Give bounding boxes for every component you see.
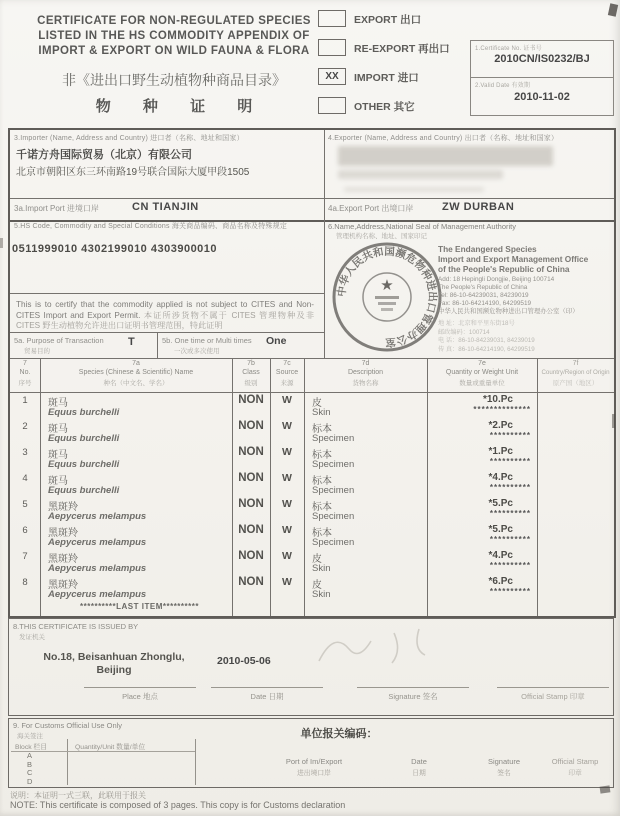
checkbox-export [318,10,346,27]
customs-section [8,718,614,788]
subtitle-chinese-2: 物 种 证 明 [95,98,267,115]
row-no: 1 [22,395,28,406]
row-desc-cn: 皮 [312,398,322,409]
row-species-sci: Aepycerus melampus [48,563,147,574]
authority-faint-address: 地 址：北京和平里东街18号 [438,320,515,327]
customs-port-label-cn: 进出境口岸 [297,770,331,777]
row-qty-stars: ********** [489,483,531,492]
issued-date: 2010-05-06 [217,655,271,667]
import-port-label: 3a.Import Port 进境口岸 [14,204,99,213]
redacted-exporter-line [344,187,484,192]
row-qty-stars: ********** [489,431,531,440]
row-no: 8 [22,577,28,588]
authority-label: 6.Name,Address,National Seal of Management Authority [328,222,517,231]
scan-artifact [612,414,615,428]
hs-code-label: 5.HS Code, Commodity and Special Conditions 海关商品编码、商品名称及特殊规定 [14,223,288,230]
row-species-cn: 黑斑羚 [48,502,78,513]
customs-date-label: Date [411,757,427,766]
col7a-num: 7a [132,360,140,367]
issued-by-section [8,618,614,716]
row-source: W [282,394,292,406]
row-qty-stars: ********** [489,561,531,570]
title-line-2: LISTED IN THE HS COMMODITY APPENDIX OF [38,30,310,42]
row-class: NON [238,472,264,484]
row-source: W [282,420,292,432]
row-qty: *4.Pc [488,472,513,483]
certificate-title [26,14,322,59]
col7-num: 7 [23,360,27,367]
scan-artifact [608,3,618,16]
row-desc-en: Specimen [312,485,355,496]
export-port-value: ZW DURBAN [442,201,515,213]
times-value: One [266,335,287,347]
col7a-en: Species (Chinese & Scientific) Name [78,369,194,376]
export-port-label: 4a.Export Port 出境口岸 [328,204,414,213]
issued-place [29,651,199,677]
redacted-exporter-address [338,170,503,179]
title-line-3: IMPORT & EXPORT ON WILD FAUNA & FLORA [38,45,310,57]
quantity-column-label: Quantity/Unit 数量/单位 [75,744,146,751]
customs-stamp-label: Official Stamp [551,757,599,766]
row-class: NON [238,550,264,562]
valid-date-label: 2.Valid Date 有效期 [475,83,531,89]
row-desc-cn: 标本 [312,476,332,487]
stamp-sign-label: Official Stamp 印章 [521,692,585,701]
row-qty-stars: ********** [489,535,531,544]
authority-name-line3: of the People's Republic of China [438,264,570,274]
row-qty-stars: ************** [473,405,531,414]
authority-detail-add: Add: 18 Hepingli Dongjie, Beijing 100714 [438,276,555,283]
row-species-cn: 斑马 [48,398,68,409]
authority-faint-zip: 邮政编码：100714 [438,328,490,336]
row-class: NON [238,446,264,458]
row-qty: *5.Pc [488,524,513,535]
row-species-sci: Equus burchelli [48,485,120,496]
authority-detail-tel: Tel: 86-10-64239031, 84239019 [438,292,529,299]
subtitle-chinese: 非《进出口野生动植物种商品目录》 [62,72,286,88]
place-sign-label: Place 地点 [122,692,158,701]
authority-detail-country: The People's Republic of China [438,284,528,291]
row-species-sci: Aepycerus melampus [48,511,147,522]
row-desc-en: Specimen [312,433,355,444]
row-source: W [282,498,292,510]
row-species-cn: 斑马 [48,476,68,487]
authority-faint-fax: 传 真：86-10-64214190, 64299519 [438,345,535,353]
row-species-sci: Equus burchelli [48,459,120,470]
issued-place-line1: No.18, Beisanhuan Zhonglu, [43,651,185,663]
checkbox-reexport-label: RE-EXPORT 再出口 [354,43,450,55]
row-desc-cn: 皮 [312,554,322,565]
block-column-label: Block 栏目 [15,744,48,751]
purpose-value: T [128,336,135,348]
row-no: 3 [22,447,28,458]
times-label-cn: 一次或多次使用 [174,348,220,355]
importer-label: 3.Importer (Name, Address and Country) 进口者（名称、地址和国家） [14,135,244,142]
row-species-sci: Equus burchelli [48,407,120,418]
row-desc-en: Specimen [312,459,355,470]
row-qty-stars: ********** [489,509,531,518]
col7d-en: Description [347,369,383,376]
col7f-cn: 原产国（地区） [552,380,599,387]
purpose-label-cn: 贸易目的 [24,348,50,355]
col7b-num: 7b [247,360,255,367]
checkbox-reexport [318,39,346,56]
row-desc-en: Skin [312,407,331,418]
seal-star-icon: ★ [380,277,394,294]
title-line-1: CERTIFICATE FOR NON-REGULATED SPECIES [37,15,311,27]
exporter-label: 4.Exporter (Name, Address and Country) 出口者（名称、地址和国家） [328,135,559,142]
row-no: 2 [22,421,28,432]
block-a: A [27,751,33,760]
checkbox-import: XX [318,68,346,85]
row-class: NON [238,524,264,536]
row-desc-en: Specimen [312,511,355,522]
date-sign-label: Date 日期 [250,692,284,701]
customs-label: 9. For Customs Official Use Only [13,721,123,730]
row-no: 4 [22,473,28,484]
valid-date: 2010-11-02 [514,91,570,103]
note-english: NOTE: This certificate is composed of 3 pages. This copy is for Customs declaration [10,800,346,810]
row-class: NON [238,498,264,510]
col7c-en: Source [275,369,299,376]
row-qty: *1.Pc [488,446,513,457]
national-seal [330,240,444,354]
authority-details [438,276,614,316]
authority-faint-tel: 电 话：86-10-84239031, 84239019 [438,337,535,344]
authority-faint-details [438,320,614,354]
certificate-number: 2010CN/IS0232/BJ [494,53,590,65]
seal-ring-text: 中华人民共和国濒危物种进出口管理办公室 [335,245,439,349]
col7-cn: 序号 [18,380,32,387]
col7a-cn: 种名（中文名、学名） [103,380,169,387]
certificate-number-box [470,40,614,116]
document-type-checkboxes [318,8,468,124]
main-form [8,128,616,618]
last-item-marker: **********LAST ITEM********** [80,602,199,611]
row-no: 5 [22,499,28,510]
issued-by-label: 8.THIS CERTIFICATE IS ISSUED BY [13,622,139,631]
issued-place-line2: Beijing [96,664,132,676]
certificate-number-label: 1.Certificate No. 证书号 [475,46,542,52]
row-source: W [282,524,292,536]
row-species-cn: 斑马 [48,450,68,461]
row-source: W [282,576,292,588]
customs-signature-label-cn: 签名 [497,770,511,777]
importer-address: 北京市朝阳区东三环南路19号联合国际大厦甲段1505 [16,167,250,178]
times-label: 5b. One time or Multi times [162,336,252,345]
import-port-value: CN TIANJIN [132,201,199,213]
scan-artifact [600,785,611,793]
row-desc-cn: 标本 [312,424,332,435]
issued-by-label-cn: 发证机关 [19,634,45,641]
customs-port-label: Port of Im/Export [285,757,343,766]
note-chinese: 说明：本证明一式三联，此联用于报关 [10,791,146,800]
row-qty-stars: ********** [489,457,531,466]
scan-artifact [0,238,3,248]
col7f-num: 7f [572,360,579,367]
checkbox-other-label: OTHER 其它 [354,101,415,113]
col7e-num: 7e [478,360,486,367]
customs-signature-label: Signature [487,757,521,766]
col7e-cn: 数量或重量单位 [459,380,505,387]
authority-detail-cn: 中华人民共和国濒危物种进出口管理办公室（印） [438,308,579,315]
row-no: 7 [22,551,28,562]
block-c: C [27,768,33,777]
row-species-sci: Aepycerus melampus [48,537,147,548]
row-source: W [282,550,292,562]
row-desc-cn: 皮 [312,580,322,591]
authority-name [438,244,614,274]
checkbox-export-label: EXPORT 出口 [354,14,422,26]
authority-name-line1: The Endangered Species [438,244,537,254]
col7d-cn: 货物名称 [352,380,379,387]
col7d-num: 7d [361,360,370,367]
col7c-num: 7c [283,360,291,367]
col7c-cn: 来源 [280,380,294,387]
row-qty: *10.Pc [482,394,513,405]
row-class: NON [238,394,264,406]
row-qty-stars: ********** [489,587,531,596]
customs-label-cn: 海关签注 [17,733,43,740]
authority-name-line2: Import and Export Management Office [438,254,589,264]
row-species-cn: 黑斑羚 [48,528,78,539]
row-species-sci: Equus burchelli [48,433,120,444]
col7-en: No. [19,369,31,376]
row-species-cn: 黑斑羚 [48,580,78,591]
block-b: B [27,759,33,769]
row-desc-cn: 标本 [312,450,332,461]
row-no: 6 [22,525,28,536]
row-class: NON [238,576,264,588]
row-species-sci: Aepycerus melampus [48,589,147,600]
row-qty: *2.Pc [488,420,513,431]
block-letters [27,752,32,786]
certify-statement-cn: 本证所涉货物不属于 CITES 管理物种及非 CITES 野生动植物允许进出口证明书管理范围，特此证明 [16,310,315,330]
certify-statement-en: This is to certify that the commodity applied is not subject to CITES and Non-CITES Import and Export Permit. [16,300,314,320]
customs-date-label-cn: 日期 [412,770,426,777]
redacted-exporter-name [338,146,553,166]
purpose-label: 5a. Purpose of Transaction [14,336,104,345]
row-qty: *4.Pc [488,550,513,561]
hs-codes: 0511999010 4302199010 4303900010 [12,243,218,255]
block-d: D [27,776,33,786]
row-source: W [282,472,292,484]
row-desc-en: Skin [312,589,331,600]
col7f-en: Country/Region of Origin [541,369,610,376]
row-species-cn: 黑斑羚 [48,554,78,565]
col7e-en: Quantity or Weight Unit [445,369,519,376]
col7b-en: Class [242,369,260,376]
row-source: W [282,446,292,458]
signature-mark [299,621,469,683]
checkbox-other [318,97,346,114]
importer-name: 千诺方舟国际贸易（北京）有限公司 [16,149,192,161]
row-class: NON [238,420,264,432]
unit-code-label: 单位报关编码： [300,728,378,740]
row-qty: *5.Pc [488,498,513,509]
authority-label-cn: 管理机构名称、地址、国家印记 [336,233,427,240]
customs-stamp-label-cn: 印章 [568,770,582,777]
row-species-cn: 斑马 [48,424,68,435]
row-desc-cn: 标本 [312,502,332,513]
row-desc-cn: 标本 [312,528,332,539]
row-desc-en: Skin [312,563,331,574]
checkbox-import-label: IMPORT 进口 [354,72,419,84]
signature-sign-label: Signature 签名 [388,692,438,701]
row-qty: *6.Pc [488,576,513,587]
authority-detail-fax: Fax: 86-10-64214190, 64299519 [438,300,532,307]
col7b-cn: 级别 [244,380,258,387]
row-desc-en: Specimen [312,537,355,548]
certify-statement [16,300,314,332]
